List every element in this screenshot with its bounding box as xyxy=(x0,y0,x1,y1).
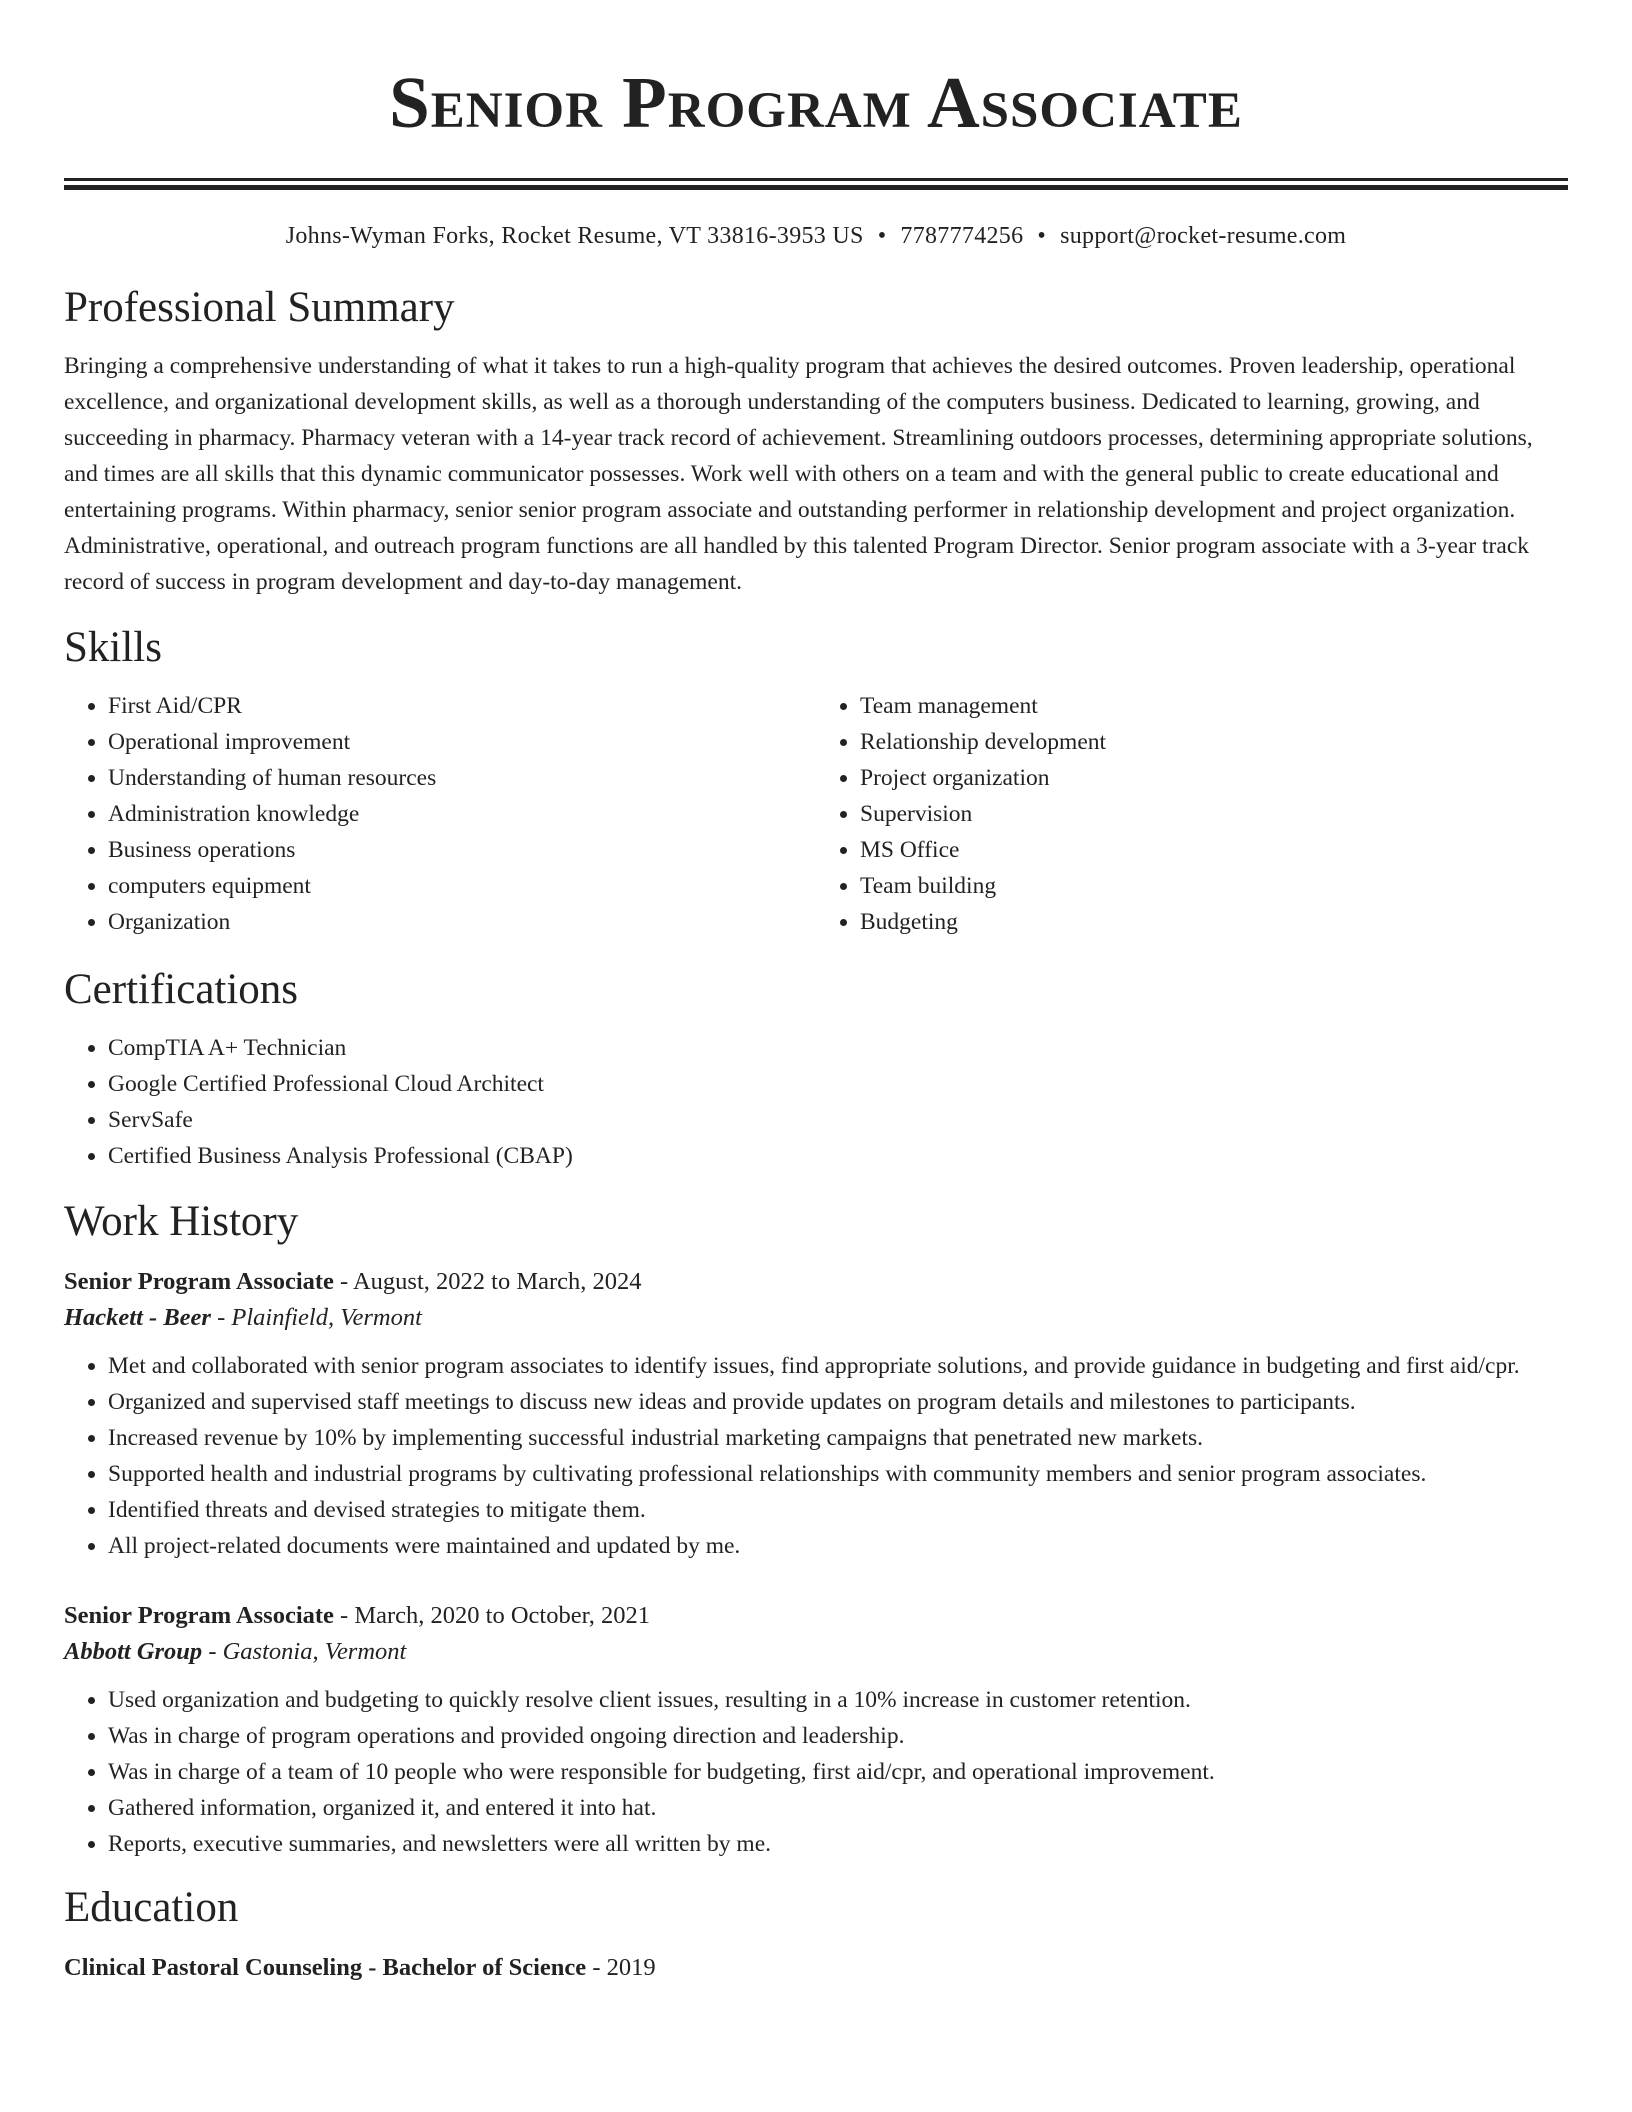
contact-separator: • xyxy=(877,223,887,249)
skill-item: • MS Office xyxy=(860,832,1568,868)
job-bullet: • Identified threats and devised strategies to mitigate them. xyxy=(108,1492,1568,1528)
job-title: Senior Program Associate xyxy=(64,1268,334,1295)
skill-item: • computers equipment xyxy=(108,868,816,904)
skill-item: • Understanding of human resources xyxy=(108,760,816,796)
job-bullet: • Increased revenue by 10% by implementing successful industrial marketing campaigns that penetrated new markets. xyxy=(108,1420,1568,1456)
job-bullet: • Gathered information, organized it, and entered it into hat. xyxy=(108,1790,1568,1826)
job-bullet: • Reports, executive summaries, and newsletters were all written by me. xyxy=(108,1826,1568,1862)
job-entry xyxy=(64,1264,1568,1564)
skill-item: • Team building xyxy=(860,868,1568,904)
skill-item: • Organization xyxy=(108,904,816,940)
job-bullets xyxy=(64,1348,1568,1564)
certifications-heading: Certifications xyxy=(64,966,299,1013)
work-history-heading: Work History xyxy=(64,1198,299,1245)
contact-separator: • xyxy=(1037,223,1047,249)
education-section xyxy=(64,1880,1568,1986)
summary-section xyxy=(64,280,1568,600)
skill-item: • Project organization xyxy=(860,760,1568,796)
job-title-line xyxy=(64,1264,1568,1300)
skill-item: • Administration knowledge xyxy=(108,796,816,832)
education-degree: Clinical Pastoral Counseling - Bachelor of Science xyxy=(64,1954,587,1981)
job-bullet: • Supported health and industrial programs by cultivating professional relationships with community members and senior program associates. xyxy=(108,1456,1568,1492)
job-company: Hackett - Beer xyxy=(64,1304,211,1331)
skill-item: • Operational improvement xyxy=(108,724,816,760)
job-bullets xyxy=(64,1682,1568,1862)
skill-item: • Relationship development xyxy=(860,724,1568,760)
certifications-list xyxy=(64,1030,1568,1174)
contact-email: support@rocket-resume.com xyxy=(1060,223,1347,249)
job-company: Abbott Group xyxy=(64,1638,203,1665)
job-bullet: • Organized and supervised staff meetings to discuss new ideas and provide updates on program details and milestones to participants. xyxy=(108,1384,1568,1420)
certification-item: • Certified Business Analysis Professional (CBAP) xyxy=(108,1138,1568,1174)
education-heading: Education xyxy=(64,1884,239,1931)
education-year: - 2019 xyxy=(586,1954,656,1981)
skill-item: • Budgeting xyxy=(860,904,1568,940)
job-title-line xyxy=(64,1598,1568,1634)
contact-address: Johns-Wyman Forks, Rocket Resume, VT 33816-3953 US xyxy=(285,223,864,249)
job-dates: - March, 2020 to October, 2021 xyxy=(333,1602,651,1629)
contact-line xyxy=(64,220,1568,252)
certification-item: • ServSafe xyxy=(108,1102,1568,1138)
summary-text: Bringing a comprehensive understanding of what it takes to run a high-quality program that achieves the desired outcomes. Proven leadership, operational excellence, and organizational development skills, as well as a thorough understanding of the computers business. Dedicated to learning, growing, and succeeding in pharmacy. Pharmacy veteran with a 14-year track record of achievement. Streamlining outdoors processes, determining appropriate solutions, and times are all skills that this dynamic communicator possesses. Work well with others on a team and with the general public to create educational and entertaining programs. Within pharmacy, senior senior program associate and outstanding performer in relationship development and project organization. Administrative, operational, and outreach program functions are all handled by this talented Program Director. Senior program associate with a 3-year track record of success in program development and day-to-day management. xyxy=(64,353,1533,595)
job-bullet: • Used organization and budgeting to quickly resolve client issues, resulting in a 10% increase in customer retention. xyxy=(108,1682,1568,1718)
job-location: - Gastonia, Vermont xyxy=(202,1638,407,1665)
certifications-section xyxy=(64,962,1568,1174)
contact-phone: 7787774256 xyxy=(900,223,1024,249)
skill-item: • Team management xyxy=(860,688,1568,724)
job-bullet: • Was in charge of a team of 10 people who were responsible for budgeting, first aid/cpr, and operational improvement. xyxy=(108,1754,1568,1790)
certification-item: • Google Certified Professional Cloud Architect xyxy=(108,1066,1568,1102)
job-location: - Plainfield, Vermont xyxy=(210,1304,422,1331)
job-company-line xyxy=(64,1634,1568,1670)
certification-item: • CompTIA A+ Technician xyxy=(108,1030,1568,1066)
skills-list-right xyxy=(816,688,1568,940)
skills-list-left xyxy=(64,688,816,940)
skill-item: • Supervision xyxy=(860,796,1568,832)
summary-heading: Professional Summary xyxy=(64,284,455,331)
job-dates: - August, 2022 to March, 2024 xyxy=(333,1268,642,1295)
education-entry xyxy=(64,1950,1568,1986)
skills-heading: Skills xyxy=(64,624,162,671)
job-bullet: • All project-related documents were maintained and updated by me. xyxy=(108,1528,1568,1564)
resume-title: Senior Program Associate xyxy=(389,62,1243,143)
job-bullet: • Was in charge of program operations and provided ongoing direction and leadership. xyxy=(108,1718,1568,1754)
skills-section xyxy=(64,620,1568,940)
title-divider xyxy=(64,178,1568,190)
job-bullet: • Met and collaborated with senior program associates to identify issues, find appropriate solutions, and provide guidance in budgeting and first aid/cpr. xyxy=(108,1348,1568,1384)
job-company-line xyxy=(64,1300,1568,1336)
skills-columns xyxy=(64,688,1568,940)
skill-item: • Business operations xyxy=(108,832,816,868)
job-entry xyxy=(64,1598,1568,1862)
skill-item: • First Aid/CPR xyxy=(108,688,816,724)
job-title: Senior Program Associate xyxy=(64,1602,334,1629)
work-history-section xyxy=(64,1194,1568,1862)
